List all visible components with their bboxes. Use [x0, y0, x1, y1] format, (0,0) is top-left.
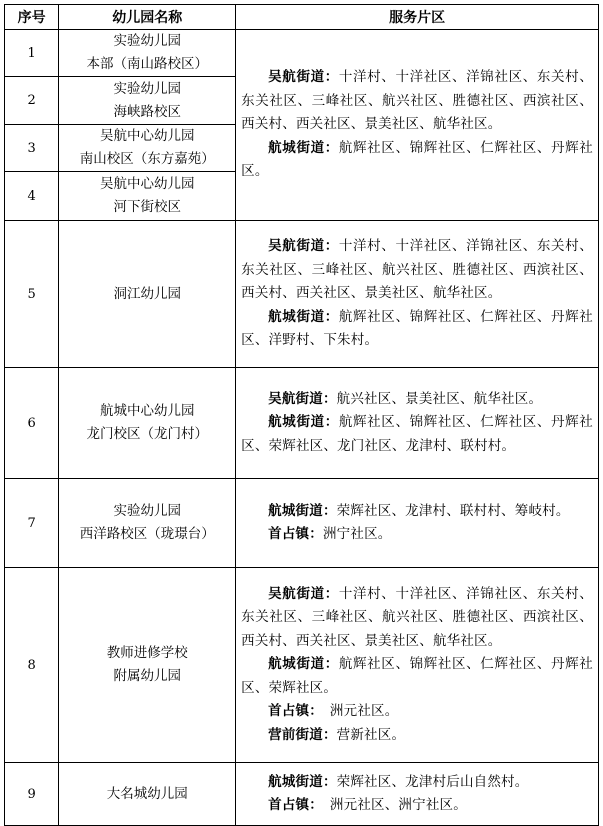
service-area — [236, 30, 599, 221]
row-number: 8 — [5, 568, 59, 763]
name-line: 实验幼儿园 — [113, 33, 181, 49]
kindergarten-name — [59, 568, 236, 763]
service-area — [236, 368, 599, 479]
district-label: 航城街道： — [268, 139, 339, 156]
district-label: 航城街道： — [268, 308, 339, 325]
district-text: 航辉社区、锦辉社区、仁辉社区、丹辉社区、荣辉社区。 — [241, 656, 593, 696]
name-line: 龙门校区（龙门村） — [86, 426, 208, 442]
table-row — [5, 221, 599, 368]
kindergarten-name — [59, 77, 236, 125]
name-line: 吴航中心幼儿园 — [99, 128, 195, 144]
table-row — [5, 368, 599, 479]
name-line: 吴航中心幼儿园 — [99, 176, 195, 192]
district-text: 航辉社区、锦辉社区、仁辉社区、丹辉社区、洋野村、下朱村。 — [241, 308, 593, 349]
district-paragraph — [241, 388, 593, 412]
name-line: 西洋路校区（珑璟台） — [79, 526, 215, 542]
kindergarten-name — [59, 368, 236, 479]
name-line: 航城中心幼儿园 — [99, 403, 195, 419]
district-paragraph — [241, 500, 593, 524]
row-number: 4 — [5, 172, 59, 221]
district-paragraph — [241, 724, 593, 748]
district-paragraph — [241, 411, 593, 458]
district-label: 吴航街道： — [268, 390, 337, 407]
service-area — [236, 763, 599, 826]
row-number: 7 — [5, 479, 59, 568]
district-paragraph — [241, 66, 593, 137]
district-label: 航城街道： — [268, 502, 337, 519]
district-label: 吴航街道： — [268, 585, 339, 602]
district-text: 十洋村、十洋社区、洋锦社区、东关村、东关社区、三峰社区、航兴社区、胜德社区、西滨社区、西关村、西关社区、景美社区、航华社区。 — [241, 585, 593, 649]
table-row — [5, 763, 599, 826]
district-paragraph — [241, 523, 593, 547]
district-paragraph — [241, 306, 593, 353]
district-text: 荣辉社区、龙津村、联村村、筹岐村。 — [336, 502, 570, 519]
kindergarten-service-area-table — [4, 4, 599, 826]
district-text: 荣辉社区、龙津村后山自然村。 — [336, 773, 529, 790]
name-line: 附属幼儿园 — [113, 668, 181, 684]
name-line: 教师进修学校 — [106, 645, 188, 661]
district-label: 航城街道： — [268, 414, 339, 431]
kindergarten-name — [59, 221, 236, 368]
district-label: 航城街道： — [268, 656, 339, 673]
header-name: 幼儿园名称 — [59, 5, 236, 30]
district-label: 吴航街道： — [268, 69, 339, 86]
district-paragraph — [241, 700, 593, 724]
district-paragraph — [241, 653, 593, 700]
service-area — [236, 568, 599, 763]
row-number: 1 — [5, 30, 59, 77]
district-paragraph — [241, 235, 593, 306]
district-label: 首占镇： — [268, 526, 323, 542]
district-paragraph — [241, 794, 593, 818]
district-label: 航城街道： — [268, 773, 337, 790]
district-text: 洲元社区、洲宁社区。 — [316, 797, 467, 813]
name-line: 河下街校区 — [113, 199, 181, 215]
kindergarten-name — [59, 125, 236, 172]
row-number: 9 — [5, 763, 59, 826]
header-row — [5, 5, 599, 30]
district-label: 首占镇： — [268, 797, 317, 813]
name-line: 实验幼儿园 — [113, 503, 181, 519]
row-number: 2 — [5, 77, 59, 125]
district-text: 航辉社区、锦辉社区、仁辉社区、丹辉社区、荣辉社区、龙门社区、龙津村、联村村。 — [241, 414, 593, 454]
district-paragraph — [241, 771, 593, 795]
service-area — [236, 479, 599, 568]
header-no: 序号 — [5, 5, 59, 30]
table-row — [5, 30, 599, 77]
district-text: 航兴社区、景美社区、航华社区。 — [336, 390, 543, 407]
district-text: 洲元社区。 — [316, 703, 399, 720]
name-line: 实验幼儿园 — [113, 80, 181, 97]
name-line: 洞江幼儿园 — [113, 285, 181, 302]
district-text: 十洋村、十洋社区、洋锦社区、东关村、东关社区、三峰社区、航兴社区、胜德社区、西滨社区、西关村、西关社区、景美社区、航华社区。 — [241, 69, 593, 133]
name-line: 本部（南山路校区） — [86, 56, 208, 72]
service-area — [236, 221, 599, 368]
table-row — [5, 479, 599, 568]
district-label: 首占镇： — [268, 703, 317, 720]
kindergarten-name — [59, 763, 236, 826]
name-line: 海峡路校区 — [113, 103, 181, 120]
district-text: 洲宁社区。 — [322, 526, 392, 542]
kindergarten-name — [59, 30, 236, 77]
kindergarten-name — [59, 172, 236, 221]
district-paragraph — [241, 137, 593, 184]
kindergarten-name — [59, 479, 236, 568]
header-area: 服务片区 — [236, 5, 599, 30]
district-text: 十洋村、十洋社区、洋锦社区、东关村、东关社区、三峰社区、航兴社区、胜德社区、西滨社区、西关村、西关社区、景美社区、航华社区。 — [241, 238, 593, 302]
district-label: 吴航街道： — [268, 238, 339, 255]
table-row — [5, 568, 599, 763]
row-number: 6 — [5, 368, 59, 479]
district-text: 营新社区。 — [336, 726, 406, 743]
district-text: 航辉社区、锦辉社区、仁辉社区、丹辉社区。 — [241, 139, 593, 180]
district-paragraph — [241, 583, 593, 654]
district-label: 营前街道： — [268, 726, 337, 743]
name-line: 南山校区（东方嘉苑） — [79, 151, 215, 167]
row-number: 5 — [5, 221, 59, 368]
name-line: 大名城幼儿园 — [106, 785, 188, 802]
row-number: 3 — [5, 125, 59, 172]
